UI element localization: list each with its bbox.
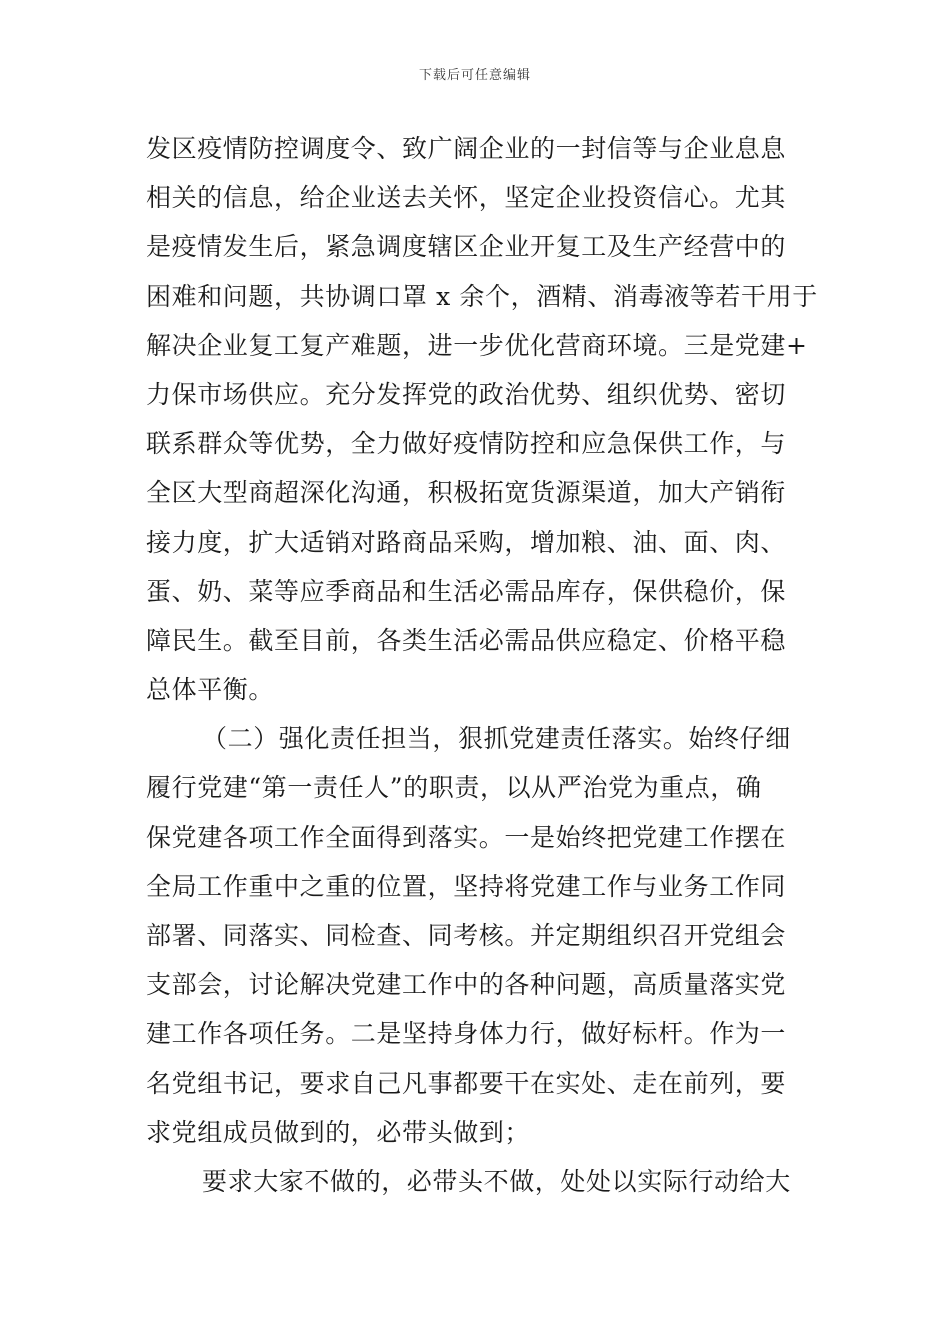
text-line: 保党建各项工作全面得到落实。一是始终把党建工作摆在 bbox=[146, 822, 787, 852]
text-line: 支部会，讨论解决党建工作中的各种问题，高质量落实党 bbox=[146, 970, 787, 1000]
text-line: 履行党建“第一责任人”的职责，以从严治党为重点，确 bbox=[146, 773, 762, 803]
text-line: 解决企业复工复产难题，进一步优化营商环境。三是党建+ bbox=[146, 330, 808, 360]
text-line: 发区疫情防控调度令、致广阔企业的一封信等与企业息息 bbox=[146, 134, 787, 163]
text-line: 困难和问题，共协调口罩 x 余个，酒精、消毒液等若干用于 bbox=[146, 281, 818, 311]
text-line: 全局工作重中之重的位置，坚持将党建工作与业务工作同 bbox=[146, 871, 787, 901]
paragraph-start-line: （二）强化责任担当，狠抓党建责任落实。始终仔细 bbox=[202, 724, 791, 754]
text-line: 联系群众等优势，全力做好疫情防控和应急保供工作，与 bbox=[146, 429, 787, 459]
paragraph-start-line: 要求大家不做的，必带头不做，处处以实际行动给大 bbox=[202, 1166, 791, 1196]
body-text bbox=[146, 124, 818, 1206]
text-line: 总体平衡。 bbox=[146, 675, 275, 705]
text-line: 力保市场供应。充分发挥党的政治优势、组织优势、密切 bbox=[146, 379, 787, 409]
text-line: 蛋、奶、菜等应季商品和生活必需品库存，保供稳价，保 bbox=[146, 576, 787, 606]
text-line: 障民生。截至目前，各类生活必需品供应稳定、价格平稳 bbox=[146, 625, 787, 655]
header-note: 下载后可任意编辑 bbox=[418, 68, 531, 83]
text-line: 建工作各项任务。二是坚持身体力行，做好标杆。作为一 bbox=[146, 1019, 787, 1049]
text-line: 相关的信息，给企业送去关怀，坚定企业投资信心。尤其 bbox=[146, 183, 787, 213]
text-line: 求党组成员做到的，必带头做到； bbox=[146, 1117, 531, 1147]
text-line: 部署、同落实、同检查、同考核。并定期组织召开党组会 bbox=[146, 921, 787, 950]
text-line: 全区大型商超深化沟通，积极拓宽货源渠道，加大产销衔 bbox=[146, 478, 787, 508]
text-line: 接力度，扩大适销对路商品采购，增加粮、油、面、肉、 bbox=[146, 527, 787, 557]
text-line: 名党组书记，要求自己凡事都要干在实处、走在前列，要 bbox=[146, 1068, 787, 1098]
text-line: 是疫情发生后，紧急调度辖区企业开复工及生产经营中的 bbox=[146, 232, 787, 262]
